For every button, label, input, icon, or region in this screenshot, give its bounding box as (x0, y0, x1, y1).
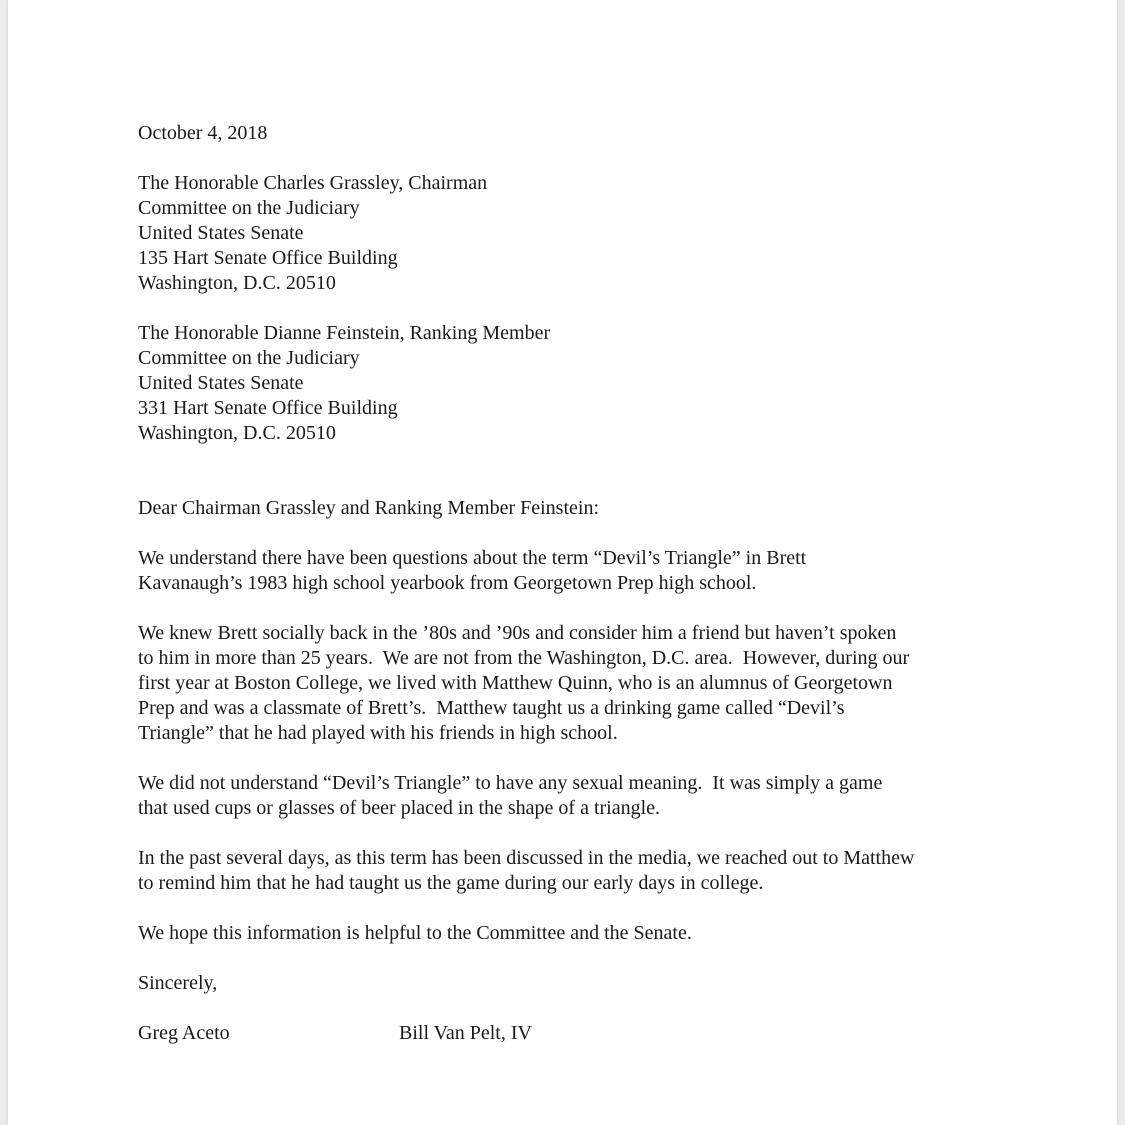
recipient-body: United States Senate (138, 222, 304, 244)
paragraph-closing-hope: We hope this information is helpful to the Committee and the Senate. (138, 922, 692, 944)
recipient-city: Washington, D.C. 20510 (138, 422, 336, 444)
paragraph-line: We knew Brett socially back in the ’80s and ’90s and consider him a friend but haven’t spoken (138, 622, 897, 644)
paragraph-line: Kavanaugh’s 1983 high school yearbook from Georgetown Prep high school. (138, 572, 757, 594)
recipient-name: The Honorable Dianne Feinstein, Ranking Member (138, 322, 551, 344)
recipient-grassley-address (138, 171, 1038, 296)
paragraph-background (138, 621, 1038, 746)
paragraph-line: In the past several days, as this term has been discussed in the media, we reached out to Matthew (138, 847, 915, 869)
document-page (8, 0, 1117, 1125)
paragraph-game-meaning (138, 771, 1038, 821)
recipient-committee: Committee on the Judiciary (138, 347, 360, 369)
recipient-name: The Honorable Charles Grassley, Chairman (138, 172, 488, 194)
closing: Sincerely, (138, 972, 218, 994)
paragraph-line: We did not understand “Devil’s Triangle” to have any sexual meaning. It was simply a game (138, 772, 883, 794)
letter-body (138, 121, 1038, 1046)
signer-name: Bill Van Pelt, IV (399, 1022, 532, 1044)
recipient-body: United States Senate (138, 372, 304, 394)
paragraph-line: Prep and was a classmate of Brett’s. Matthew taught us a drinking game called “Devil’s (138, 697, 845, 719)
recipient-feinstein-address (138, 321, 1038, 446)
letter-date: October 4, 2018 (138, 122, 268, 144)
paragraph-line: that used cups or glasses of beer placed in the shape of a triangle. (138, 797, 661, 819)
paragraph-line: to him in more than 25 years. We are not from the Washington, D.C. area. However, during our (138, 647, 910, 669)
recipient-street: 135 Hart Senate Office Building (138, 247, 398, 269)
recipient-city: Washington, D.C. 20510 (138, 272, 336, 294)
paragraph-reached-out (138, 846, 1038, 896)
signer-name: Greg Aceto (138, 1022, 230, 1044)
paragraph-line: to remind him that he had taught us the game during our early days in college. (138, 872, 764, 894)
salutation: Dear Chairman Grassley and Ranking Member Feinstein: (138, 497, 599, 519)
recipient-street: 331 Hart Senate Office Building (138, 397, 398, 419)
paragraph-yearbook-question (138, 546, 1038, 596)
signature-block (138, 1021, 1038, 1046)
paragraph-line: Triangle” that he had played with his friends in high school. (138, 722, 618, 744)
paragraph-line: first year at Boston College, we lived with Matthew Quinn, who is an alumnus of Georgetown (138, 672, 893, 694)
paragraph-line: We understand there have been questions about the term “Devil’s Triangle” in Brett (138, 547, 807, 569)
recipient-committee: Committee on the Judiciary (138, 197, 360, 219)
